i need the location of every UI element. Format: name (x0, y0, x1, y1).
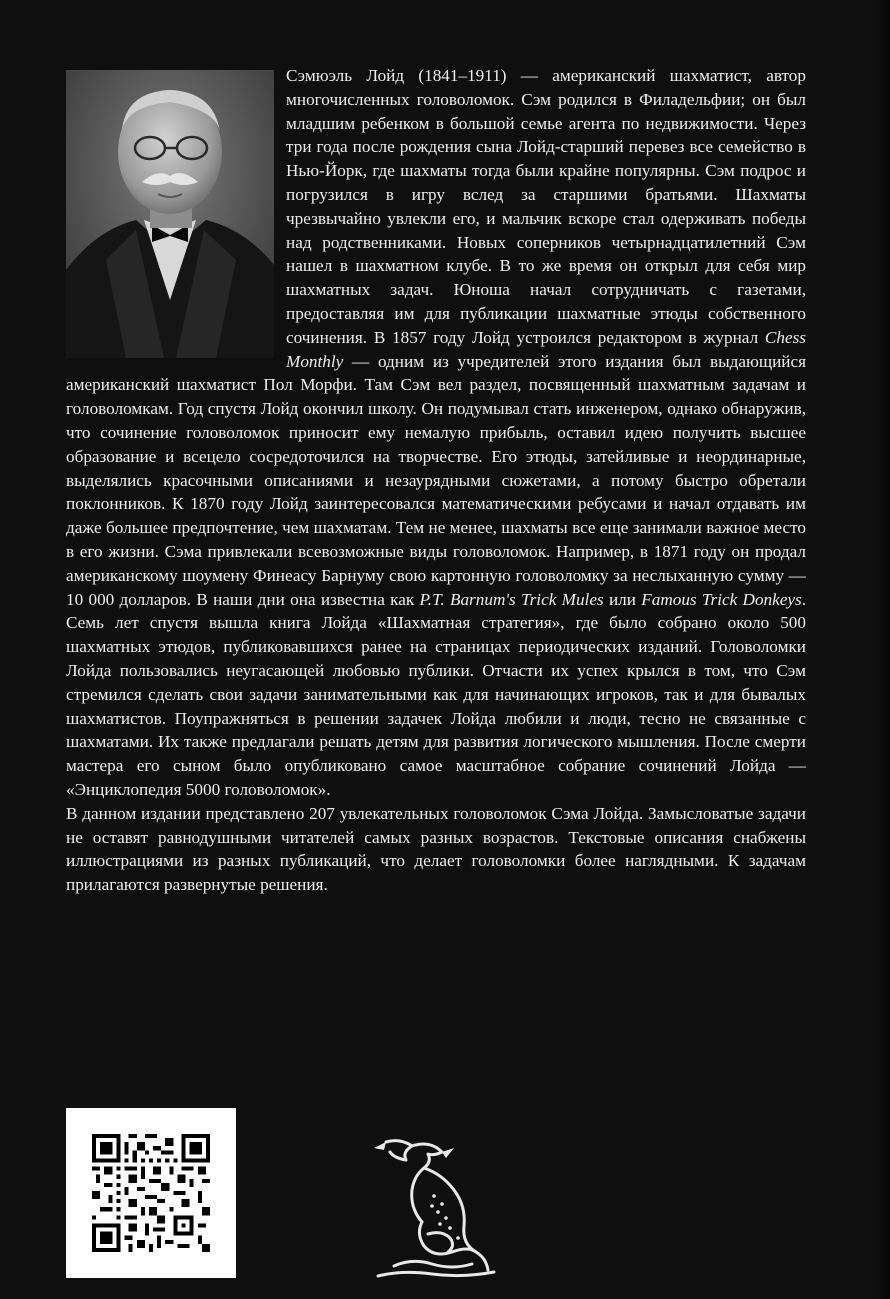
publisher-dragon-logo-icon (372, 1134, 500, 1280)
qr-code-icon (92, 1134, 210, 1252)
author-biography (66, 64, 806, 897)
edition-description: В данном издании представлено 207 увлекательных головоломок Сэма Лойда. Замысловатые задачи не оставят равнодушными читателей самых разных возрастов. Текстовые описания снабжены иллюстрациями из разных публикаций, что делает головоломки более наглядными. К задачам прилагаются развернутые решения. (66, 803, 806, 895)
puzzle-title: P.T. Barnum's Trick Mules (419, 589, 604, 609)
puzzle-title-alt: Famous Trick Donkeys (641, 589, 802, 609)
qr-code-panel (66, 1108, 236, 1278)
biography-paragraph: Сэмюэль Лойд (1841–1911) — американский шахматист, автор многочисленных головоломок. Сэм родился в Филадельфии; он был младшим ребенком в большой семье агента по недвижимости. Через три года после рождения сына Лойд-старший перевез все семейство в Нью-Йорк, где шахматы тогда были крайне популярны. Сэм подрос и погрузился в игру вслед за старшими братьями. Шахматы чрезвычайно увлекли его, и мальчик вскоре стал одерживать победы над родственниками. Новых соперников четырнадцатилетний Сэм нашел в шахматном клубе. В то же время он открыл для себя мир шахматных задач. Юноша начал сотрудничать с газетами, предоставляя им для публикации шахматные этюды собственного сочинения. В 1857 году Лойд устроился редактором в журнал Chess Monthly — одним из учредителей этого издания был выдающийся американский шахматист Пол Морфи. Там Сэм вел раздел, посвященный шахматным задачам и головоломкам. Год спустя Лойд окончил школу. Он подумывал стать инженером, однако обнаружив, что сочинение головоломок приносит ему немалую прибыль, оставил идею получить высшее образование и всецело сосредоточился на творчестве. Его этюды, затейливые и неординарные, выделялись красочными описаниями и незаурядными сюжетами, а потому быстро обретали поклонников. К 1870 году Лойд заинтересовался математическими ребусами и начал отдавать им даже большее предпочтение, чем шахматам. Тем не менее, шахматы все еще занимали важное место в его жизни. Сэма привлекали всевозможные виды головоломок. Например, в 1871 году он продал американскому шоумену Финеасу Барнуму свою картонную головоломку за неслыханную сумму — 10 000 долларов. В наши дни она известна как P.T. Barnum's Trick Mules или Famous Trick Donkeys. Семь лет спустя вышла книга Лойда «Шахматная стратегия», где было собрано около 500 шахматных этюдов, публиковавшихся ранее на страницах периодических изданий. Головоломки Лойда пользовались неугасающей любовью публики. Отчасти их успех крылся в том, что Сэм стремился сделать свои задачи занимательными как для начинающих игроков, так и для бывалых шахматистов. Поупражняться в решении задачек Лойда любили и люди, тесно не связанные с шахматами. Их также предлагали решать детям для развития логического мышления. После смерти мастера его сыном было опубликовано самое масштабное собрание сочинений Лойда — «Энциклопедия 5000 головоломок». (66, 66, 807, 799)
publisher-logo (372, 1134, 500, 1280)
page-edge-shadow (872, 0, 890, 1299)
journal-title: Chess Monthly (286, 327, 806, 371)
